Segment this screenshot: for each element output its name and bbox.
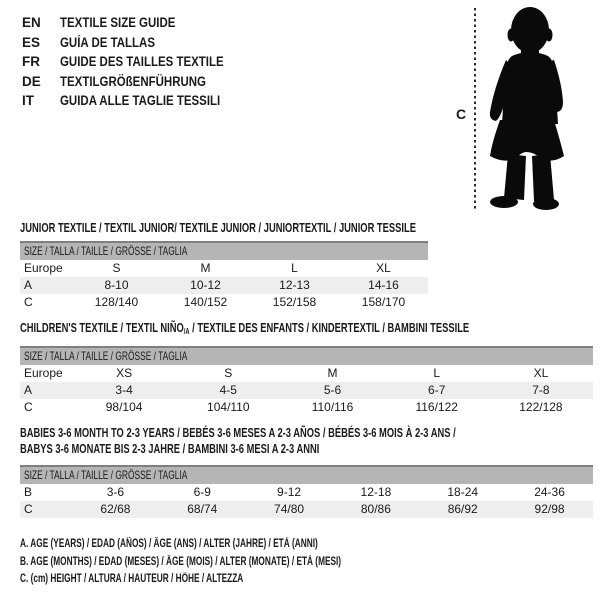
language-code: ES	[22, 34, 41, 50]
row-label: A	[24, 278, 33, 292]
row-label: C	[24, 502, 33, 516]
legend	[20, 536, 466, 589]
table-cell: 74/80	[274, 502, 305, 516]
legend-text: C. (cm) HEIGHT / ALTURA / HAUTEUR / HÖHE / ALTEZZA	[20, 573, 244, 585]
table-cell: 18-24	[447, 485, 479, 499]
row-label: A	[24, 383, 33, 397]
table-cell: 140/152	[183, 295, 228, 309]
table-cell: XS	[116, 366, 133, 380]
row-label: Europe	[24, 261, 63, 275]
table-cell: 110/116	[311, 400, 354, 414]
table-row	[20, 277, 428, 294]
table-cell: 116/122	[415, 400, 458, 414]
table-size-header	[20, 465, 593, 484]
babies-section-title	[20, 425, 600, 457]
title-text: / TEXTILE DES ENFANTS / KINDERTEXTIL / BAMBINI TESSILE	[189, 320, 470, 335]
table-cell: 128/140	[94, 295, 139, 309]
junior-section-title	[20, 220, 570, 236]
junior-size-table	[20, 241, 428, 311]
table-size-header	[20, 346, 593, 365]
table-cell: 158/170	[361, 295, 406, 309]
table-size-header-label: SIZE / TALLA / TAILLE / GRÖSSE / TAGLIA	[24, 468, 188, 482]
table-cell: S	[112, 261, 121, 275]
language-label: TEXTILGRÖßENFÜHRUNG	[60, 73, 206, 89]
table-cell: 12-18	[360, 485, 392, 499]
language-code: DE	[22, 73, 41, 89]
table-cell: 3-4	[115, 383, 133, 397]
table-cell: 9-12	[277, 485, 302, 499]
legend-text: B. AGE (MONTHS) / EDAD (MESES) / ÂGE (MOIS) / ALTER (MONATE) / ETÀ (MESI)	[20, 555, 342, 568]
table-cell: L	[433, 366, 441, 380]
table-size-header-label: SIZE / TALLA / TAILLE / GRÖSSE / TAGLIA	[24, 349, 188, 363]
language-label: GUIDA ALLE TAGLIE TESSILI	[60, 93, 221, 109]
table-cell: L	[291, 261, 298, 275]
title-subscript: /A	[183, 327, 190, 336]
table-row	[20, 399, 593, 416]
table-cell: 14-16	[368, 278, 399, 292]
table-row	[20, 501, 593, 518]
table-cell: 12-13	[279, 278, 310, 292]
row-label: B	[24, 485, 33, 499]
language-code: IT	[22, 93, 34, 109]
table-cell: 98/104	[105, 400, 143, 414]
legend-line-a	[20, 536, 466, 554]
children-size-table	[20, 346, 593, 416]
language-code: FR	[22, 54, 40, 70]
table-cell: XL	[376, 261, 391, 275]
table-body	[20, 260, 428, 311]
table-cell: 4-5	[219, 383, 237, 397]
babies-size-table	[20, 465, 593, 518]
table-cell: 3-6	[106, 485, 125, 499]
table-cell: 10-12	[190, 278, 221, 292]
legend-text: A. AGE (YEARS) / EDAD (AÑOS) / ÂGE (ANS) / ALTER (JAHRE) / ETÀ (ANNI)	[20, 538, 318, 550]
row-label: Europe	[24, 366, 63, 380]
section-title-line	[20, 320, 469, 336]
language-label: GUÍA DE TALLAS	[60, 34, 155, 50]
language-label: GUIDE DES TAILLES TEXTILE	[60, 54, 224, 70]
language-row	[22, 91, 253, 111]
title-text: JUNIOR TEXTILE / TEXTIL JUNIOR/ TEXTILE JUNIOR / JUNIORTEXTIL / JUNIOR TESSILE	[20, 220, 416, 235]
section-title-line	[20, 220, 416, 236]
table-cell: 92/98	[534, 502, 565, 516]
table-row	[20, 294, 428, 311]
legend-line-c	[20, 571, 466, 589]
legend-line-b	[20, 554, 466, 572]
table-cell: 68/74	[187, 502, 218, 516]
section-title-line	[20, 425, 456, 441]
table-cell: 104/110	[207, 400, 250, 414]
table-body	[20, 484, 593, 518]
table-cell: 122/128	[519, 400, 563, 414]
table-cell: 6-7	[428, 383, 446, 397]
table-body	[20, 365, 593, 416]
language-list	[22, 13, 253, 111]
table-cell: 8-10	[104, 278, 129, 292]
language-row	[22, 52, 253, 72]
language-row	[22, 72, 253, 92]
table-cell: 152/158	[272, 295, 317, 309]
table-cell: 80/86	[360, 502, 391, 516]
table-cell: 5-6	[323, 383, 342, 397]
table-size-header-label: SIZE / TALLA / TAILLE / GRÖSSE / TAGLIA	[24, 244, 188, 258]
table-cell: 86/92	[447, 502, 478, 516]
table-cell: S	[224, 366, 233, 380]
language-label: TEXTILE SIZE GUIDE	[60, 15, 176, 30]
row-label: C	[24, 295, 33, 309]
baby-silhouette-icon	[482, 4, 570, 212]
table-row	[20, 260, 428, 277]
table-cell: XL	[533, 366, 549, 380]
height-label: C	[456, 106, 467, 122]
table-row	[20, 484, 593, 501]
table-cell: 6-9	[193, 485, 211, 499]
title-text: BABYS 3-6 MONATE BIS 2-3 JAHRE / BAMBINI 3-6 MESI A 2-3 ANNI	[20, 441, 320, 456]
row-label: C	[24, 400, 33, 414]
table-row	[20, 382, 593, 399]
language-row	[22, 33, 253, 53]
table-cell: 7-8	[532, 383, 550, 397]
children-section-title	[20, 320, 600, 336]
height-reference-dashed-line	[474, 8, 476, 210]
table-size-header	[20, 241, 428, 260]
table-cell: M	[200, 261, 211, 275]
title-text: BABIES 3-6 MONTH TO 2-3 YEARS / BEBÉS 3-6 MESES A 2-3 AÑOS / BÉBÉS 3-6 MOIS À 2-3 ANS /	[20, 425, 456, 440]
language-row	[22, 13, 253, 33]
table-row	[20, 365, 593, 382]
section-title-line	[20, 441, 456, 457]
table-cell: 24-36	[534, 485, 565, 499]
language-code: EN	[22, 15, 41, 30]
table-cell: M	[327, 366, 338, 380]
table-cell: 62/68	[100, 502, 131, 516]
title-text: CHILDREN'S TEXTILE / TEXTIL NIÑO	[20, 320, 184, 335]
